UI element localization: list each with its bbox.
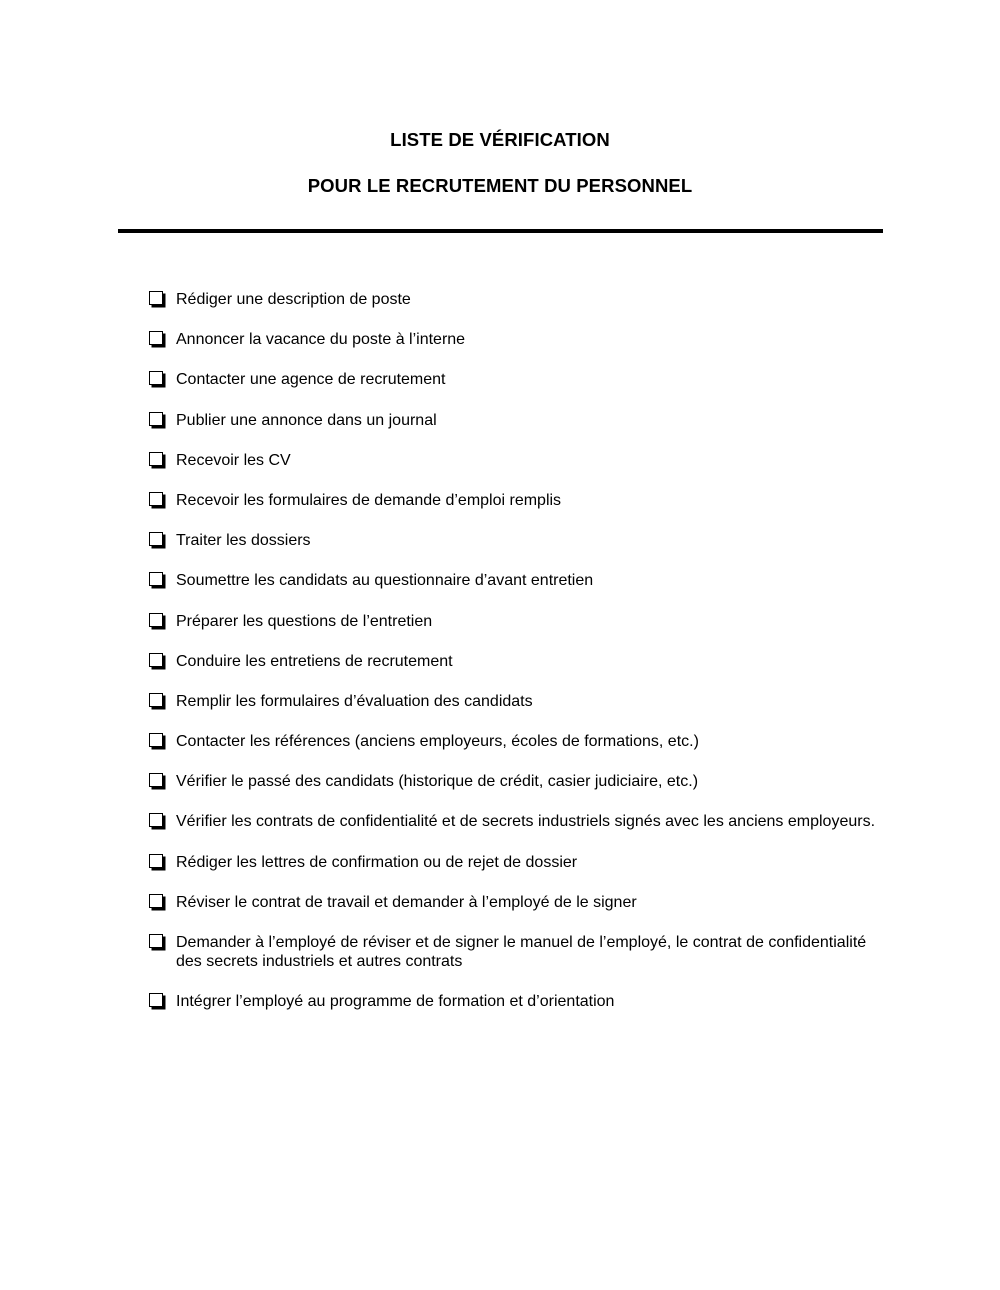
checklist-item-label: Vérifier les contrats de confidentialité et de secrets industriels signés avec les anciens employeurs. [176, 813, 876, 831]
checkbox-icon[interactable] [149, 773, 163, 787]
document-subtitle: POUR LE RECRUTEMENT DU PERSONNEL [307, 175, 693, 196]
checkbox-icon[interactable] [149, 532, 163, 546]
checklist-item [149, 693, 889, 712]
checklist-item-label: Recevoir les CV [176, 451, 291, 469]
checkbox-icon[interactable] [149, 492, 163, 506]
document-title: LISTE DE VÉRIFICATION [390, 129, 610, 150]
checklist-item-label: Rédiger les lettres de confirmation ou de rejet de dossier [176, 853, 578, 871]
checklist-item-label: Soumettre les candidats au questionnaire d’avant entretien [176, 572, 594, 590]
checkbox-icon[interactable] [149, 371, 163, 385]
checklist-item [149, 733, 889, 752]
checklist-item-label: Contacter les références (anciens employeurs, écoles de formations, etc.) [176, 733, 699, 751]
checklist-item [149, 653, 889, 672]
checklist-item [149, 371, 889, 390]
checkbox-icon[interactable] [149, 934, 163, 948]
checklist-item-label: Traiter les dossiers [176, 532, 311, 550]
checkbox-icon[interactable] [149, 452, 163, 466]
checkbox-icon[interactable] [149, 693, 163, 707]
checklist-item [149, 572, 889, 591]
checklist-item-label: Vérifier le passé des candidats (historique de crédit, casier judiciaire, etc.) [176, 773, 699, 791]
checklist-item [149, 412, 889, 431]
checklist-item [149, 894, 889, 913]
checklist-item [149, 291, 889, 310]
checklist-item [149, 492, 889, 511]
checkbox-icon[interactable] [149, 733, 163, 747]
checklist-item-label: Préparer les questions de l’entretien [176, 612, 433, 630]
checklist-item [149, 613, 889, 632]
checklist-item [149, 993, 889, 1012]
checklist-item-label: Demander à l’employé de réviser et de signer le manuel de l’employé, le contrat de confidentialité des secrets industriels et autres contrats [176, 934, 867, 970]
checkbox-icon[interactable] [149, 291, 163, 305]
title-divider [118, 229, 883, 233]
checklist-item-label: Contacter une agence de recrutement [176, 371, 446, 389]
checklist-item [149, 934, 889, 971]
checklist-item-label: Annoncer la vacance du poste à l’interne [176, 331, 466, 349]
checklist-item [149, 813, 889, 832]
checklist-item [149, 452, 889, 471]
checkbox-icon[interactable] [149, 993, 163, 1007]
checklist-item [149, 331, 889, 350]
checklist-item-label: Publier une annonce dans un journal [176, 411, 437, 429]
checklist-item-label: Recevoir les formulaires de demande d’emploi remplis [176, 491, 562, 509]
checkbox-icon[interactable] [149, 572, 163, 586]
checklist-item-label: Rédiger une description de poste [176, 291, 411, 308]
checkbox-icon[interactable] [149, 653, 163, 667]
checklist-item [149, 854, 889, 873]
checkbox-icon[interactable] [149, 613, 163, 627]
checkbox-icon[interactable] [149, 894, 163, 908]
checkbox-icon[interactable] [149, 412, 163, 426]
checkbox-icon[interactable] [149, 331, 163, 345]
checklist-item [149, 532, 889, 551]
checklist-item-label: Réviser le contrat de travail et demander à l’employé de le signer [176, 893, 637, 911]
checklist-item-label: Conduire les entretiens de recrutement [176, 652, 453, 670]
checkbox-icon[interactable] [149, 813, 163, 827]
checklist-item-label: Remplir les formulaires d’évaluation des candidats [176, 692, 533, 710]
recruitment-checklist [149, 291, 889, 1033]
checklist-item-label: Intégrer l’employé au programme de formation et d’orientation [176, 992, 615, 1010]
checklist-item [149, 773, 889, 792]
checkbox-icon[interactable] [149, 854, 163, 868]
